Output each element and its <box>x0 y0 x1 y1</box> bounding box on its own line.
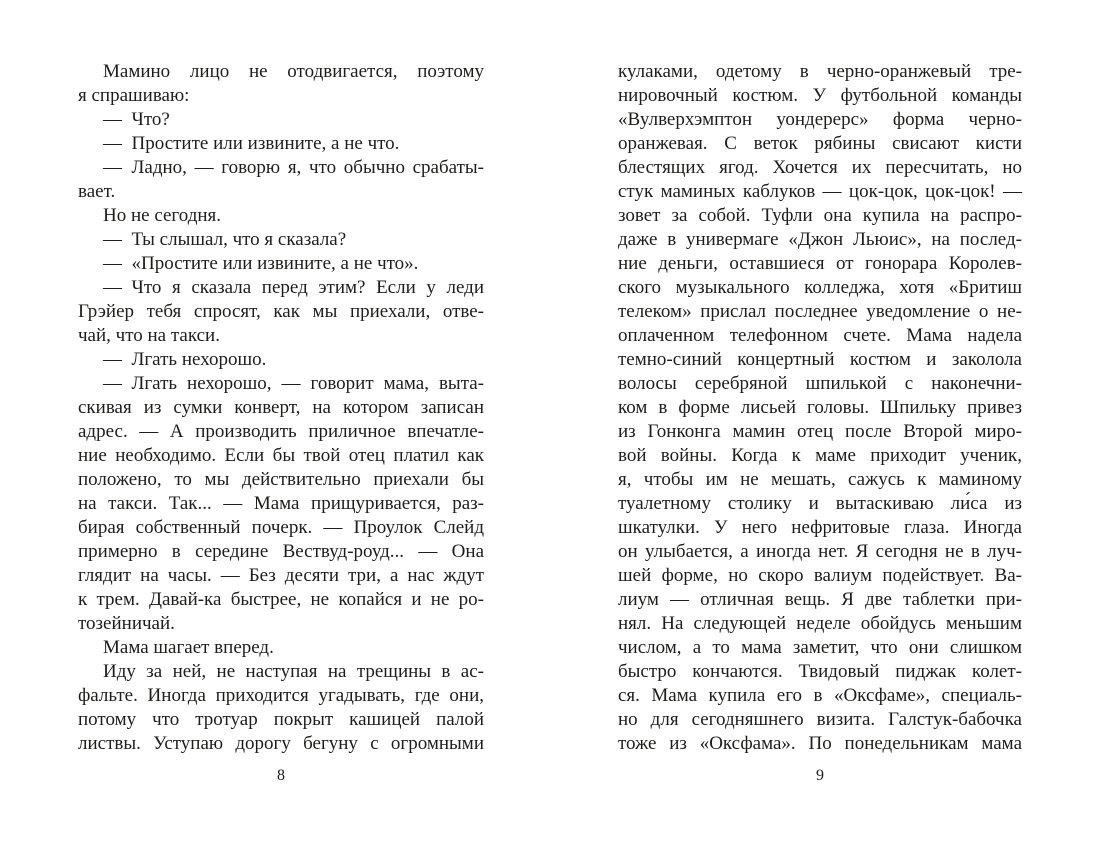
text-line: блестящих ягод. Хочется их пересчитать, но <box>618 157 1022 178</box>
text-line: телеком» прислал последнее уведомление о не- <box>618 301 1022 322</box>
text-line: скивая из сумки конверт, на котором записан <box>78 397 484 418</box>
text-line: чай, что на такси. <box>78 325 220 346</box>
text-line: нял. На следующей неделе обойдусь меньшим <box>618 613 1022 634</box>
text-line: к трем. Давай-ка быстрее, не копайся и не ро- <box>78 589 484 610</box>
text-line: бирая собственный почерк. — Проулок Слейд <box>78 517 484 538</box>
right-page-number: 9 <box>816 767 824 784</box>
text-line: Мама шагает вперед. <box>103 637 274 658</box>
text-line: стук маминых каблуков — цок-цок, цок-цок! — <box>618 181 1022 202</box>
right-page-text-block <box>618 60 1022 756</box>
text-line: он улыбается, а иногда нет. Я сегодня не в луч- <box>618 541 1022 562</box>
text-line: ся. Мама купила его в «Оксфаме», специаль- <box>618 685 1022 706</box>
text-line: тоже из «Оксфама». По понедельникам мама <box>618 733 1022 754</box>
text-line: я спрашиваю: <box>78 85 190 106</box>
text-line: — Простите или извините, а не что. <box>103 133 400 154</box>
text-line: ние необходимо. Если бы твой отец платил как <box>78 445 484 466</box>
text-line: быстро кончаются. Твидовый пиджак колет- <box>618 661 1022 682</box>
text-line: ского музыкального колледжа, хотя «Бритиш <box>618 277 1022 298</box>
text-line: вой войны. Когда к маме приходит ученик, <box>618 445 1022 466</box>
text-line: лиум — отличная вещь. Я две таблетки при- <box>618 589 1022 610</box>
text-line: ком в форме лисьей головы. Шпильку привез <box>618 397 1022 418</box>
text-line: «Вулверхэмптон уондерерс» форма черно- <box>618 109 1022 130</box>
text-line: фальте. Иногда приходится угадывать, где они, <box>78 685 484 706</box>
text-line: — Лгать нехорошо, — говорит мама, выта- <box>103 373 484 394</box>
text-line: но для сегодняшнего визита. Галстук-бабочка <box>618 709 1022 730</box>
text-line: вает. <box>78 181 116 202</box>
text-line: адрес. — А производить приличное впечатле- <box>78 421 484 442</box>
text-line: потому что тротуар покрыт кашицей палой <box>78 709 484 730</box>
text-line: туалетному столику и вытаскиваю ли́са из <box>618 493 1022 514</box>
text-line: — Что я сказала перед этим? Если у леди <box>103 277 484 298</box>
text-line: — Лгать нехорошо. <box>103 349 267 370</box>
text-line: ние деньги, оставшиеся от гонорара Королев- <box>618 253 1022 274</box>
text-line: Мамино лицо не отодвигается, поэтому <box>103 61 484 82</box>
text-line: зовет за собой. Туфли она купила на распро- <box>618 205 1022 226</box>
left-page-number: 8 <box>277 767 285 784</box>
text-line: я, чтобы им не мешать, сажусь к маминому <box>618 469 1022 490</box>
text-line: оранжевая. С веток рябины свисают кисти <box>618 133 1022 154</box>
text-line: Грэйер тебя спросят, как мы приехали, отве- <box>78 301 484 322</box>
text-line: примерно в середине Вествуд-роуд... — Она <box>78 541 484 562</box>
text-line: — «Простите или извините, а не что». <box>103 253 419 274</box>
text-line: на такси. Так... — Мама прищуривается, раз- <box>78 493 484 514</box>
text-line: даже в универмаге «Джон Льюис», на послед- <box>618 229 1022 250</box>
right-page <box>618 60 1022 786</box>
text-line: оплаченном телефонном счете. Мама надела <box>618 325 1022 346</box>
text-line: Иду за ней, не наступая на трещины в ас- <box>103 661 484 682</box>
text-line: темно-синий концертный костюм и заколола <box>618 349 1022 370</box>
text-line: — Ты слышал, что я сказала? <box>103 229 347 250</box>
text-line: нировочный костюм. У футбольной команды <box>618 85 1022 106</box>
text-line: положено, то мы действительно приехали бы <box>78 469 484 490</box>
text-line: — Что? <box>103 109 170 130</box>
text-line: — Ладно, — говорю я, что обычно срабаты- <box>103 157 484 178</box>
text-line: волосы серебряной шпилькой с наконечни- <box>618 373 1022 394</box>
text-line: шей форме, но скоро валиум подействует. Ва- <box>618 565 1022 586</box>
text-line: шкатулки. У него нефритовые глаза. Иногда <box>618 517 1022 538</box>
text-line: кулаками, одетому в черно-оранжевый тре- <box>618 61 1022 82</box>
text-line: глядит на часы. — Без десяти три, а нас ждут <box>78 565 484 586</box>
text-line: Но не сегодня. <box>103 205 222 226</box>
text-line: тозейничай. <box>78 613 175 634</box>
left-page <box>78 60 484 786</box>
left-page-text-block <box>78 60 484 756</box>
text-line: числом, а то мама заметит, что они слишком <box>618 637 1022 658</box>
text-line: листвы. Уступаю дорогу бегуну с огромными <box>78 733 484 754</box>
text-line: из Гонконга мамин отец после Второй миро- <box>618 421 1022 442</box>
